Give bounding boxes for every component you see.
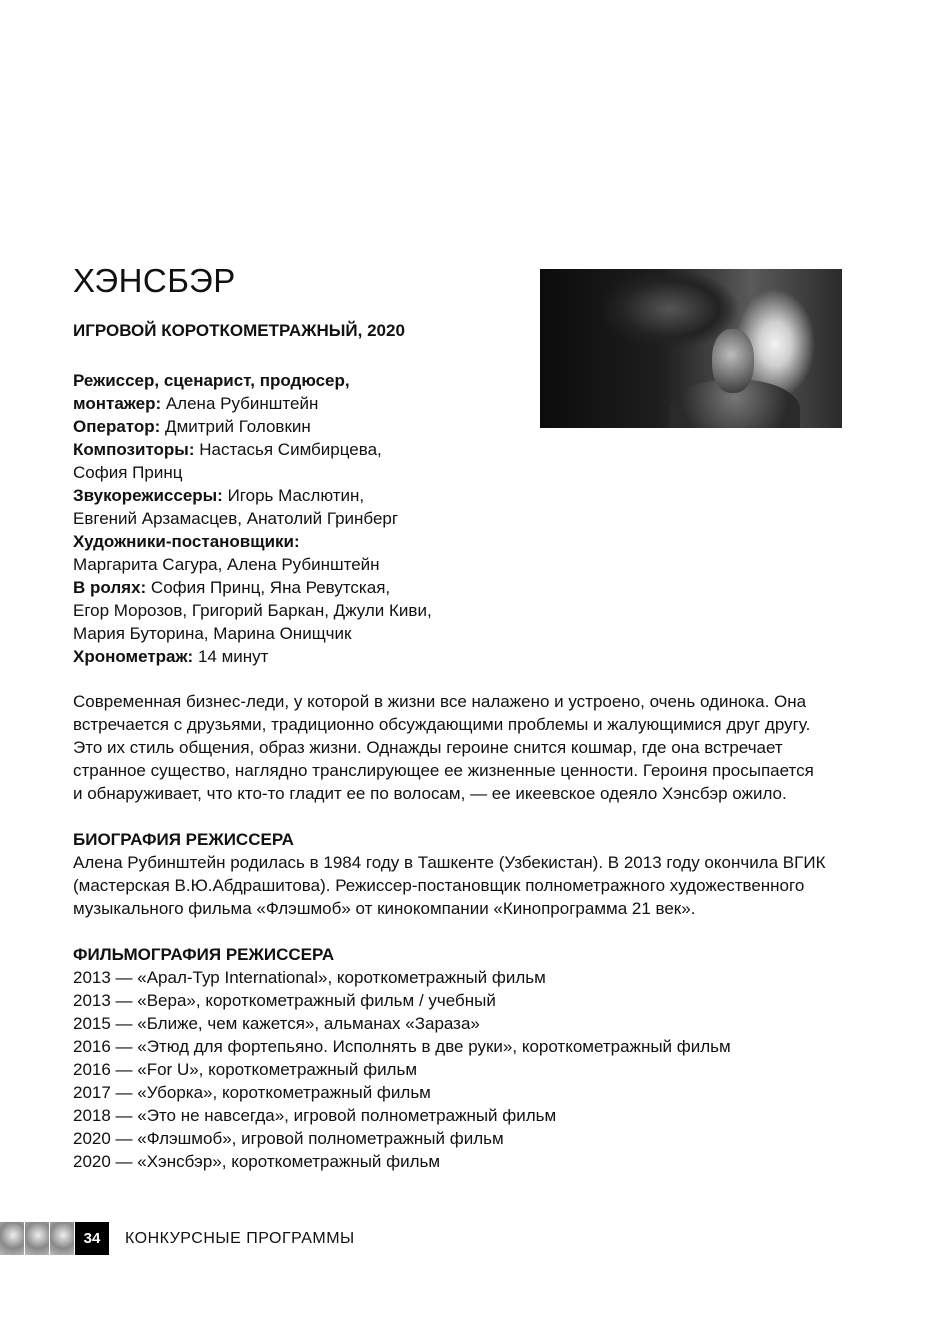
credit-role: Звукорежиссеры: <box>73 486 223 505</box>
credit-names: Алена Рубинштейн <box>161 394 319 413</box>
credit-line <box>73 530 432 553</box>
credit-role: монтажер: <box>73 394 162 413</box>
synopsis-line: встречается с друзьями, традиционно обсуждающими проблемы и жалующимися друг другу. <box>73 715 811 734</box>
credit-line <box>73 461 432 484</box>
credit-names: Егор Морозов, Григорий Баркан, Джули Киви, <box>73 601 432 620</box>
credit-role: Художники-постановщики: <box>73 532 300 551</box>
director-biography <box>73 828 825 920</box>
credit-names: Дмитрий Головкин <box>160 417 311 436</box>
credit-line <box>73 576 432 599</box>
synopsis <box>73 690 814 805</box>
credit-names: Игорь Маслютин, <box>222 486 365 505</box>
film-still-image <box>540 269 842 428</box>
filmography <box>73 943 731 1173</box>
synopsis-line: Современная бизнес-леди, у которой в жизни все налажено и устроено, очень одинока. Она <box>73 692 807 711</box>
statue-thumbnail <box>0 1222 24 1255</box>
synopsis-line: странное существо, наглядно транслирующее ее жизненные ценности. Героиня просыпается <box>73 761 814 780</box>
filmography-item: 2013 — «Вера», короткометражный фильм / учебный <box>73 991 496 1010</box>
credit-line <box>73 484 432 507</box>
filmography-item: 2020 — «Флэшмоб», игровой полнометражный фильм <box>73 1129 504 1148</box>
credits <box>73 369 432 668</box>
credit-line <box>73 392 432 415</box>
credit-role: В ролях: <box>73 578 147 597</box>
credit-names: 14 минут <box>193 647 269 666</box>
filmography-item: 2015 — «Ближе, чем кажется», альманах «Зараза» <box>73 1014 480 1033</box>
credit-role: Композиторы: <box>73 440 195 459</box>
page-number: 34 <box>75 1222 109 1255</box>
statue-thumbnail <box>25 1222 49 1255</box>
credit-line <box>73 622 432 645</box>
synopsis-line: и обнаруживает, что кто-то гладит ее по волосам, — ее икеевское одеяло Хэнсбэр ожило. <box>73 784 787 803</box>
film-subtitle: ИГРОВОЙ КОРОТКОМЕТРАЖНЫЙ, 2020 <box>73 321 405 340</box>
credit-names: Настасья Симбирцева, <box>194 440 382 459</box>
bio-line: (мастерская В.Ю.Абдрашитова). Режиссер-постановщик полнометражного художественного <box>73 876 805 895</box>
page-footer <box>0 1222 355 1255</box>
filmography-item: 2020 — «Хэнсбэр», короткометражный фильм <box>73 1152 441 1171</box>
filmography-item: 2016 — «Этюд для фортепьяно. Исполнять в две руки», короткометражный фильм <box>73 1037 731 1056</box>
credit-names: Мария Буторина, Марина Онищчик <box>73 624 352 643</box>
bio-line: Алена Рубинштейн родилась в 1984 году в Ташкенте (Узбекистан). В 2013 году окончила ВГИК <box>73 853 826 872</box>
credit-names: София Принц <box>73 463 183 482</box>
credit-names: Евгений Арзамасцев, Анатолий Гринберг <box>73 509 399 528</box>
film-title: ХЭНСБЭР <box>73 262 236 299</box>
credit-line <box>73 645 432 668</box>
synopsis-line: Это их стиль общения, образ жизни. Однажды героине снится кошмар, где она встречает <box>73 738 783 757</box>
section-title: КОНКУРСНЫЕ ПРОГРАММЫ <box>125 1229 355 1247</box>
credit-names: София Принц, Яна Ревутская, <box>146 578 391 597</box>
credit-line <box>73 553 432 576</box>
credit-role: Хронометраж: <box>73 647 194 666</box>
credit-line <box>73 438 432 461</box>
bio-heading: БИОГРАФИЯ РЕЖИССЕРА <box>73 830 294 849</box>
filmography-item: 2016 — «For U», короткометражный фильм <box>73 1060 418 1079</box>
filmography-item: 2017 — «Уборка», короткометражный фильм <box>73 1083 431 1102</box>
filmography-heading: ФИЛЬМОГРАФИЯ РЕЖИССЕРА <box>73 945 335 964</box>
filmography-item: 2013 — «Арал-Тур International», короткометражный фильм <box>73 968 546 987</box>
credit-line <box>73 369 432 392</box>
bio-line: музыкального фильма «Флэшмоб» от кинокомпании «Кинопрограмма 21 век». <box>73 899 696 918</box>
credit-line <box>73 599 432 622</box>
statue-thumbnail <box>50 1222 74 1255</box>
credit-names: Маргарита Сагура, Алена Рубинштейн <box>73 555 380 574</box>
filmography-item: 2018 — «Это не навсегда», игровой полнометражный фильм <box>73 1106 557 1125</box>
credit-line <box>73 507 432 530</box>
credit-role: Режиссер, сценарист, продюсер, <box>73 371 350 390</box>
credit-line <box>73 415 432 438</box>
credit-role: Оператор: <box>73 417 161 436</box>
